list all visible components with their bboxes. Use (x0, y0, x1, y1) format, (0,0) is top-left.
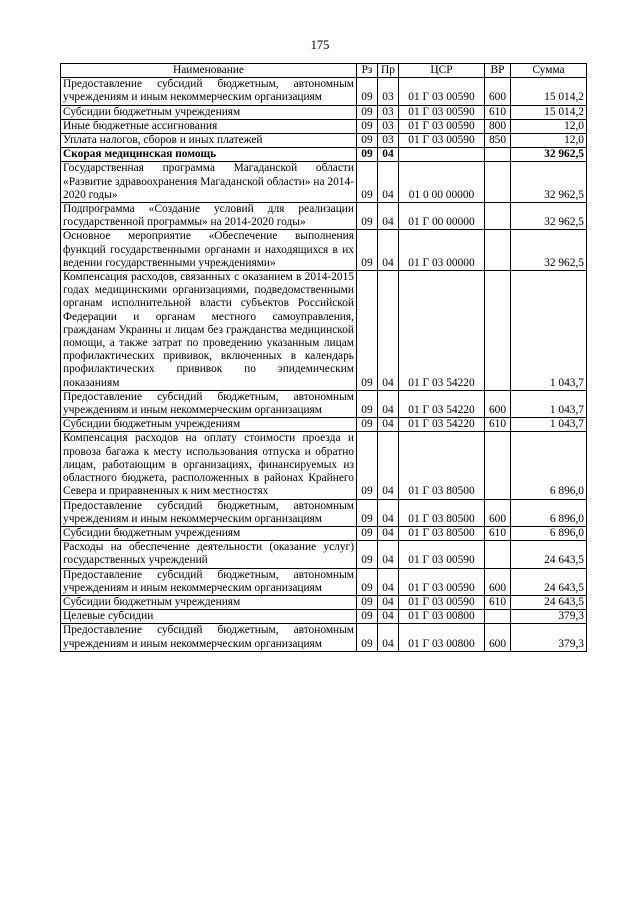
cell-rz: 09 (357, 499, 378, 526)
cell-sum: 1 043,7 (511, 418, 587, 432)
cell-pr: 04 (378, 541, 399, 568)
cell-pr: 04 (378, 624, 399, 651)
cell-name: Субсидии бюджетным учреждениям (61, 105, 357, 119)
cell-vr: 600 (485, 78, 511, 105)
cell-rz: 09 (357, 595, 378, 609)
cell-csr: 01 Г 03 00590 (399, 78, 485, 105)
cell-rz: 09 (357, 119, 378, 133)
cell-rz: 09 (357, 418, 378, 432)
cell-vr (485, 203, 511, 230)
header-rz: Рз (357, 64, 378, 78)
cell-sum: 32 962,5 (511, 230, 587, 271)
header-csr: ЦСР (399, 64, 485, 78)
cell-pr: 03 (378, 78, 399, 105)
table-row (61, 568, 587, 595)
table-body (61, 78, 587, 652)
cell-rz: 09 (357, 390, 378, 417)
cell-csr: 01 Г 03 00590 (399, 541, 485, 568)
cell-csr: 01 Г 03 00590 (399, 119, 485, 133)
cell-rz: 09 (357, 148, 378, 162)
cell-vr (485, 432, 511, 499)
table-row (61, 271, 587, 391)
cell-vr: 610 (485, 526, 511, 540)
cell-vr (485, 230, 511, 271)
cell-pr: 04 (378, 568, 399, 595)
table-row (61, 390, 587, 417)
cell-pr: 04 (378, 203, 399, 230)
cell-rz: 09 (357, 78, 378, 105)
cell-rz: 09 (357, 541, 378, 568)
cell-sum: 379,3 (511, 610, 587, 624)
cell-vr: 610 (485, 105, 511, 119)
cell-sum: 15 014,2 (511, 78, 587, 105)
cell-rz: 09 (357, 624, 378, 651)
table-row (61, 595, 587, 609)
cell-csr: 01 Г 00 00000 (399, 203, 485, 230)
cell-pr: 04 (378, 418, 399, 432)
cell-vr (485, 148, 511, 162)
cell-sum: 24 643,5 (511, 595, 587, 609)
cell-name: Предоставление субсидий бюджетным, автономным учреждениям и иным некоммерческим организациям (61, 568, 357, 595)
cell-pr: 04 (378, 390, 399, 417)
cell-name: Основное мероприятие «Обеспечение выполнения функций государственными органами и находящихся в их ведении государственными учреждениями» (61, 230, 357, 271)
page-number: 175 (310, 38, 330, 52)
cell-vr: 610 (485, 595, 511, 609)
cell-sum: 32 962,5 (511, 162, 587, 203)
cell-name: Предоставление субсидий бюджетным, автономным учреждениям и иным некоммерческим организациям (61, 390, 357, 417)
cell-vr: 600 (485, 499, 511, 526)
table-row (61, 119, 587, 133)
cell-csr (399, 148, 485, 162)
cell-vr: 610 (485, 418, 511, 432)
cell-pr: 03 (378, 105, 399, 119)
cell-name: Скорая медицинская помощь (61, 148, 357, 162)
cell-rz: 09 (357, 105, 378, 119)
cell-pr: 04 (378, 610, 399, 624)
table-row (61, 541, 587, 568)
cell-pr: 03 (378, 119, 399, 133)
cell-name: Уплата налогов, сборов и иных платежей (61, 134, 357, 148)
cell-name: Предоставление субсидий бюджетным, автономным учреждениям и иным некоммерческим организациям (61, 499, 357, 526)
cell-vr (485, 610, 511, 624)
header-name: Наименование (61, 64, 357, 78)
cell-csr: 01 Г 03 00590 (399, 134, 485, 148)
cell-sum: 24 643,5 (511, 541, 587, 568)
cell-rz: 09 (357, 568, 378, 595)
cell-sum: 1 043,7 (511, 271, 587, 391)
cell-sum: 12,0 (511, 134, 587, 148)
cell-vr (485, 541, 511, 568)
cell-rz: 09 (357, 432, 378, 499)
cell-csr: 01 Г 03 54220 (399, 418, 485, 432)
cell-rz: 09 (357, 271, 378, 391)
cell-name: Компенсация расходов, связанных с оказанием в 2014-2015 годах медицинскими организациями, подведомственными органам исполнительной власти субъектов Российской Федерации и органам местного самоуправления, гражданам Украины и лицам без гражданства медицинской помощи, а также затрат по проведению указанным лицам профилактических прививок, включенных в календарь профилактических прививок по эпидемическим показаниям (61, 271, 357, 391)
cell-name: Компенсация расходов на оплату стоимости проезда и провоза багажа к месту использования отпуска и обратно лицам, работающим в организациях, финансируемых из областного бюджета, расположенных в районах Крайнего Севера и приравненных к ним местностях (61, 432, 357, 499)
cell-vr (485, 271, 511, 391)
cell-name: Целевые субсидии (61, 610, 357, 624)
cell-name: Субсидии бюджетным учреждениям (61, 526, 357, 540)
cell-name: Субсидии бюджетным учреждениям (61, 595, 357, 609)
cell-name: Расходы на обеспечение деятельности (оказание услуг) государственных учреждений (61, 541, 357, 568)
cell-sum: 32 962,5 (511, 203, 587, 230)
header-pr: Пр (378, 64, 399, 78)
cell-rz: 09 (357, 134, 378, 148)
cell-vr: 850 (485, 134, 511, 148)
cell-name: Субсидии бюджетным учреждениям (61, 418, 357, 432)
cell-name: Подпрограмма «Создание условий для реализации государственной программы» на 2014-2020 годы» (61, 203, 357, 230)
table-header-row (61, 64, 587, 78)
cell-csr: 01 Г 03 00590 (399, 568, 485, 595)
cell-rz: 09 (357, 203, 378, 230)
cell-sum: 24 643,5 (511, 568, 587, 595)
cell-csr: 01 Г 03 80500 (399, 432, 485, 499)
cell-name: Иные бюджетные ассигнования (61, 119, 357, 133)
cell-csr: 01 Г 03 80500 (399, 526, 485, 540)
cell-vr: 600 (485, 624, 511, 651)
table-row (61, 162, 587, 203)
cell-sum: 1 043,7 (511, 390, 587, 417)
cell-rz: 09 (357, 230, 378, 271)
cell-sum: 15 014,2 (511, 105, 587, 119)
cell-sum: 6 896,0 (511, 499, 587, 526)
cell-csr: 01 Г 03 00590 (399, 595, 485, 609)
table-row (61, 432, 587, 499)
cell-pr: 04 (378, 432, 399, 499)
table-row (61, 230, 587, 271)
cell-sum: 379,3 (511, 624, 587, 651)
cell-pr: 04 (378, 162, 399, 203)
cell-pr: 04 (378, 148, 399, 162)
cell-name: Предоставление субсидий бюджетным, автономным учреждениям и иным некоммерческим организациям (61, 624, 357, 651)
cell-csr: 01 Г 03 54220 (399, 390, 485, 417)
cell-pr: 04 (378, 595, 399, 609)
table-row (61, 148, 587, 162)
cell-rz: 09 (357, 162, 378, 203)
table-row (61, 610, 587, 624)
cell-vr: 800 (485, 119, 511, 133)
cell-vr: 600 (485, 390, 511, 417)
cell-pr: 04 (378, 271, 399, 391)
cell-pr: 04 (378, 526, 399, 540)
header-sum: Сумма (511, 64, 587, 78)
cell-pr: 04 (378, 499, 399, 526)
cell-pr: 03 (378, 134, 399, 148)
cell-sum: 6 896,0 (511, 526, 587, 540)
cell-csr: 01 Г 03 00000 (399, 230, 485, 271)
table-row (61, 624, 587, 651)
table-row (61, 526, 587, 540)
table-row (61, 499, 587, 526)
table-row (61, 203, 587, 230)
cell-vr: 600 (485, 568, 511, 595)
cell-csr: 01 Г 03 00800 (399, 624, 485, 651)
cell-rz: 09 (357, 610, 378, 624)
cell-csr: 01 Г 03 00800 (399, 610, 485, 624)
budget-table (60, 63, 587, 652)
table-row (61, 105, 587, 119)
cell-csr: 01 Г 03 54220 (399, 271, 485, 391)
cell-sum: 6 896,0 (511, 432, 587, 499)
table-row (61, 78, 587, 105)
cell-pr: 04 (378, 230, 399, 271)
cell-vr (485, 162, 511, 203)
table-row (61, 418, 587, 432)
cell-name: Государственная программа Магаданской области «Развитие здравоохранения Магаданской области» на 2014-2020 годы» (61, 162, 357, 203)
cell-rz: 09 (357, 526, 378, 540)
header-vr: ВР (485, 64, 511, 78)
cell-name: Предоставление субсидий бюджетным, автономным учреждениям и иным некоммерческим организациям (61, 78, 357, 105)
cell-csr: 01 0 00 00000 (399, 162, 485, 203)
cell-csr: 01 Г 03 00590 (399, 105, 485, 119)
cell-csr: 01 Г 03 80500 (399, 499, 485, 526)
cell-sum: 32 962,5 (511, 148, 587, 162)
cell-sum: 12,0 (511, 119, 587, 133)
table-row (61, 134, 587, 148)
